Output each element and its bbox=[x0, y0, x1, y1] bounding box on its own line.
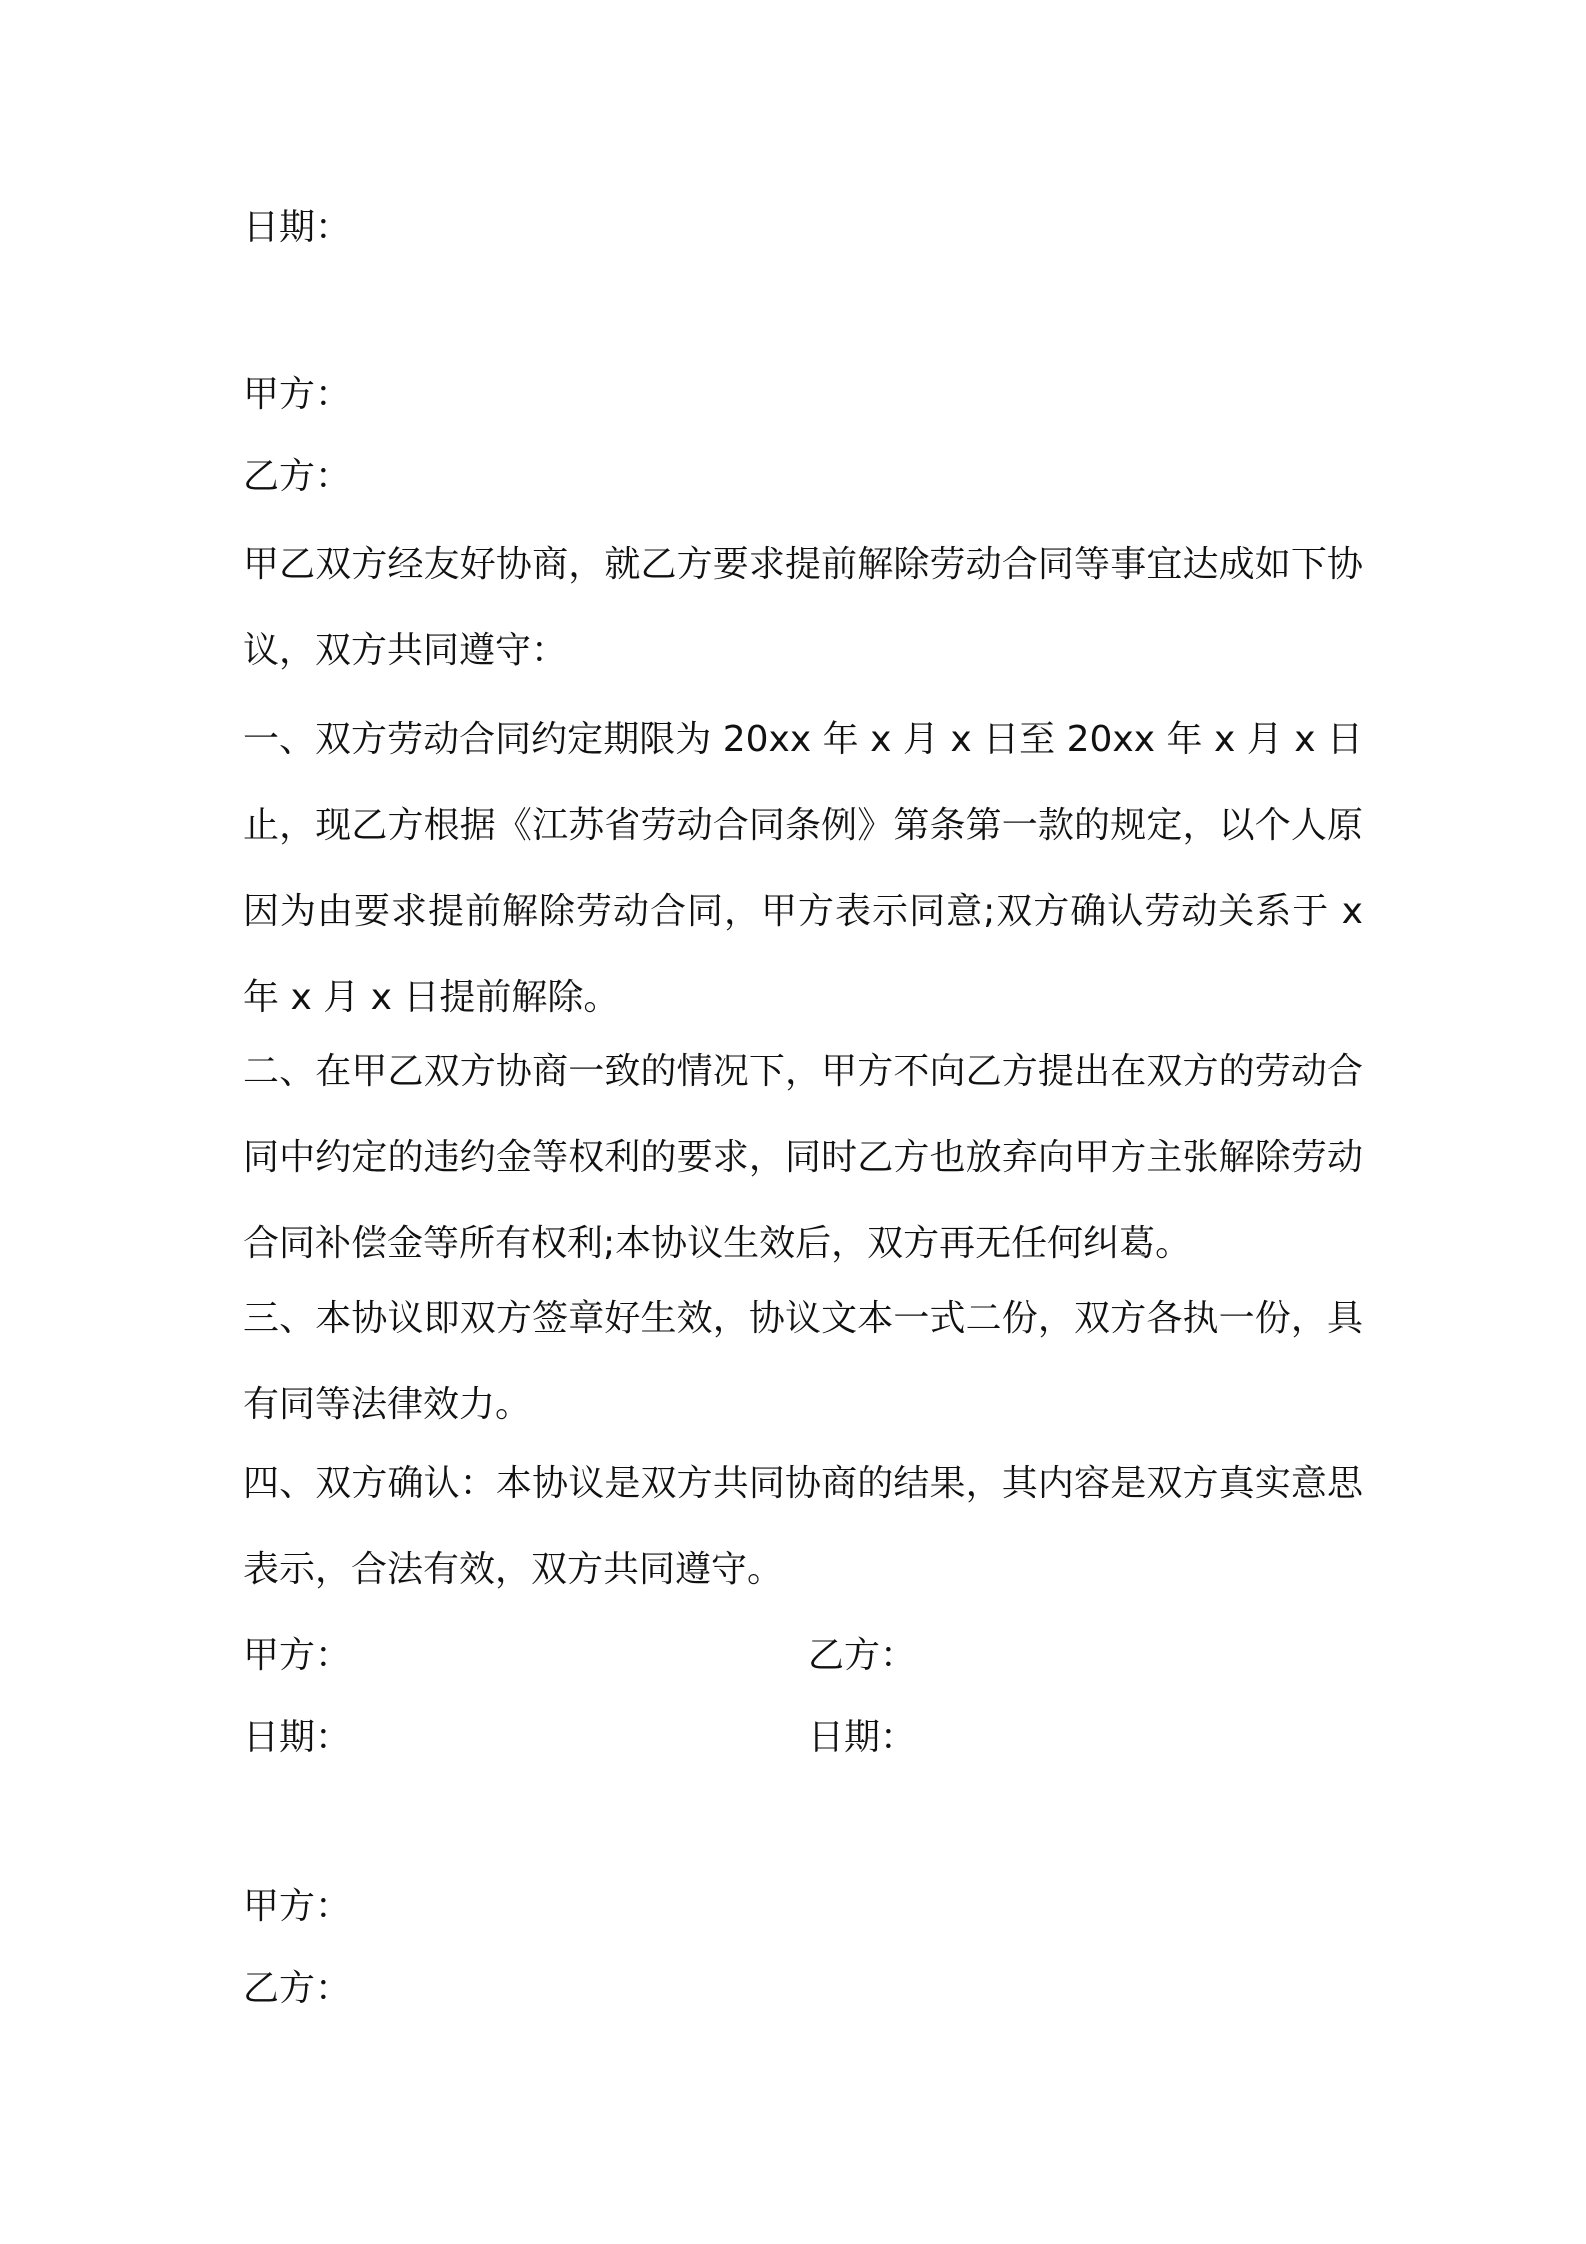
intro-paragraph: 甲乙双方经友好协商，就乙方要求提前解除劳动合同等事宜达成如下协议，双方共同遵守： bbox=[243, 544, 1363, 671]
signature-party-a-label: 甲方： bbox=[243, 1635, 352, 1676]
footer-party-a-label: 甲方： bbox=[243, 1886, 352, 1927]
header-date-label: 日期： bbox=[243, 207, 352, 248]
footer-party-b-label: 乙方： bbox=[243, 1968, 352, 2009]
signature-party-b-date-label: 日期： bbox=[808, 1717, 917, 1758]
clause-1: 一、双方劳动合同约定期限为 20xx 年 x 月 x 日至 20xx 年 x 月 x 日止，现乙方根据《江苏省劳动合同条例》第条第一款的规定，以个人原因为由要求提前解除劳动合同，甲方表示同意;双方确认劳动关系于 x 年 x 月 x 日提前解除。 bbox=[243, 719, 1363, 1018]
header-party-a-label: 甲方： bbox=[243, 374, 352, 415]
clause-2: 二、在甲乙双方协商一致的情况下，甲方不向乙方提出在双方的劳动合同中约定的违约金等权利的要求，同时乙方也放弃向甲方主张解除劳动合同补偿金等所有权利;本协议生效后，双方再无任何纠葛。 bbox=[243, 1051, 1363, 1264]
clause-4: 四、双方确认：本协议是双方共同协商的结果，其内容是双方真实意思表示，合法有效，双方共同遵守。 bbox=[243, 1463, 1363, 1590]
signature-party-a-date-label: 日期： bbox=[243, 1717, 352, 1758]
clause-3: 三、本协议即双方签章好生效，协议文本一式二份，双方各执一份，具有同等法律效力。 bbox=[243, 1298, 1363, 1425]
signature-party-b-label: 乙方： bbox=[808, 1635, 917, 1676]
header-party-b-label: 乙方： bbox=[243, 456, 352, 497]
